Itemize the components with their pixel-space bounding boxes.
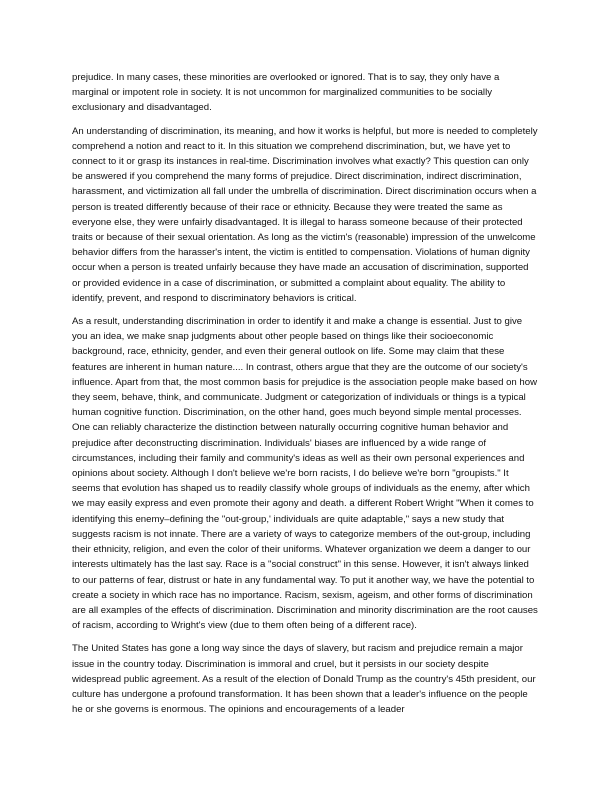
- paragraph-3: As a result, understanding discrimination in order to identify it and make a change is essential. Just to give you an idea, we make snap judgments about other people based on things like their socioeconomic background, race, ethnicity, gender, and even their general outlook on life. Some may claim that these features are inherent in human nature.... In contrast, others argue that they are the outcome of our society's influence. Apart from that, the most common basis for prejudice is the association people make based on how they seem, behave, think, and communicate. Judgment or categorization of individuals or things is a typical human cognitive function. Discrimination, on the other hand, goes much beyond simple mental processes. One can reliably characterize the distinction between naturally occurring cognitive human behavior and prejudice after deconstructing discrimination. Individuals' biases are influenced by a wide range of circumstances, including their family and community's ideas as well as their own personal experiences and opinions about society. Although I don't believe we're born racists, I do believe we're born "groupists." It seems that evolution has shaped us to readily classify whole groups of individuals as the enemy, after which we may easily express and even promote their agony and death. a different Robert Wright "When it comes to identifying this enemy–defining the "out-group,' individuals are quite adaptable," says a new study that suggests racism is not innate. There are a variety of ways to categorize members of the out-group, including their ethnicity, religion, and even the color of their uniforms. Whatever organization we deem a danger to our interests ultimately has the last say. Race is a "social construct" in this sense. However, it isn't always linked to our patterns of fear, distrust or hate in any fundamental way. To put it another way, we have the potential to create a society in which race has no importance. Racism, sexism, ageism, and other forms of discrimination are all examples of the effects of discrimination. Discrimination and minority discrimination are the root causes of racism, according to Wright's view (due to them often being of a different race).: [72, 316, 538, 632]
- paragraph-1: prejudice. In many cases, these minorities are overlooked or ignored. That is to say, they only have a marginal or impotent role in society. It is not uncommon for marginalized communities to be socially exclusionary and disadvantaged.: [72, 72, 500, 114]
- paragraph-2: An understanding of discrimination, its meaning, and how it works is helpful, but more is needed to completely comprehend a notion and react to it. In this situation we comprehend discrimination, but, we have yet to connect to it or grasp its instances in real-time. Discrimination involves what exactly? This question can only be answered if you comprehend the many forms of prejudice. Direct discrimination, indirect discrimination, harassment, and victimization all fall under the umbrella of discrimination. Direct discrimination occurs when a person is treated differently because of their race or ethnicity. Because they were treated the same as everyone else, they were unfairly disadvantaged. It is illegal to harass someone because of their protected traits or because of their sexual orientation. As long as the victim's (reasonable) impression of the unwelcome behavior differs from the harasser's intent, the victim is entitled to compensation. Violations of human dignity occur when a person is treated unfairly because they have made an accusation of discrimination, supported or provided evidence in a case of discrimination, or submitted a complaint about equality. The ability to identify, prevent, and respond to discriminatory behaviors is critical.: [72, 125, 538, 304]
- paragraph-4: The United States has gone a long way since the days of slavery, but racism and prejudice remain a major issue in the country today. Discrimination is immoral and cruel, but it persists in our society despite widespread public agreement. As a result of the election of Donald Trump as the country's 45th president, our culture has undergone a profound transformation. It has been shown that a leader's influence on the people he or she governs is enormous. The opinions and encouragements of a leader: [72, 643, 536, 716]
- body-text: [72, 70, 538, 725]
